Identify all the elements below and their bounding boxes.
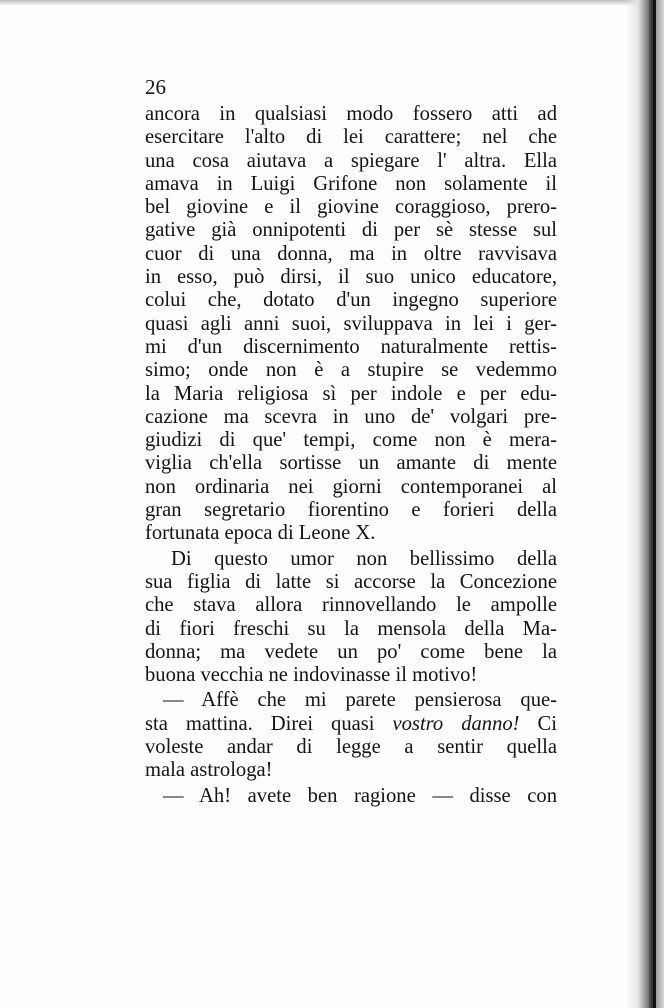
text-line: fortunata epoca di Leone X. [145,522,376,545]
text-segment: Ci [537,712,557,735]
page-binding-edge [626,0,664,1008]
text-line: la Maria religiosa sì per indole e per edu- [145,382,557,405]
text-line: mi d'un discernimento naturalmente rettis- [145,335,557,358]
text-line: giudizi di que' tempi, come non è mera- [145,429,557,452]
text-line: esercitare l'alto di lei carattere; nel che [145,126,557,149]
text-line: mala astrologa! [145,759,273,782]
text-line: in esso, può dirsi, il suo unico educatore, [145,266,557,289]
text-line: gative già onnipotenti di per sè stesse sul [145,219,557,242]
text-segment: sta mattina. Direi quasi [145,712,375,735]
text-line: bel giovine e il giovine coraggioso, prero- [145,196,557,219]
text-line: — Affè che mi parete pensierosa que- [163,689,557,712]
text-line: colui che, dotato d'un ingegno superiore [145,289,557,312]
text-line: donna; ma vedete un po' come bene la [145,640,557,663]
text-line: buona vecchia ne indovinasse il motivo! [145,664,478,687]
text-line: ancora in qualsiasi modo fossero atti ad [145,103,557,125]
text-line: viglia ch'ella sortisse un amante di mente [145,452,557,475]
text-line: — Ah! avete ben ragione — disse con [163,784,557,807]
text-line: una cosa aiutava a spiegare l' altra. Ella [145,149,557,172]
text-line: che stava allora rinnovellando le ampolle [145,594,557,617]
text-segment-italic: vostro danno! [392,712,520,735]
text-line: di fiori freschi su la mensola della Ma- [145,617,557,640]
page-top-shadow [0,0,664,6]
text-line: sua figlia di latte si accorse la Concezione [145,570,557,593]
text-line: Di questo umor non bellissimo della [171,547,557,570]
text-line: simo; onde non è a stupire se vedemmo [145,359,557,382]
page-edge-streak [653,0,656,1008]
text-line: cuor di una donna, ma in oltre ravvisava [145,242,557,265]
page-number: 26 [145,75,166,99]
text-line: cazione ma scevra in uno de' volgari pre- [145,405,557,428]
text-line: gran segretario fiorentino e forieri della [145,499,557,522]
body-text [145,103,557,808]
text-line: quasi agli anni suoi, sviluppava in lei i ger- [145,312,557,335]
text-line: voleste andar di legge a sentir quella [145,736,557,759]
text-line-mixed [145,713,557,736]
text-line: amava in Luigi Grifone non solamente il [145,172,557,195]
text-line: non ordinaria nei giorni contemporanei al [145,475,557,498]
